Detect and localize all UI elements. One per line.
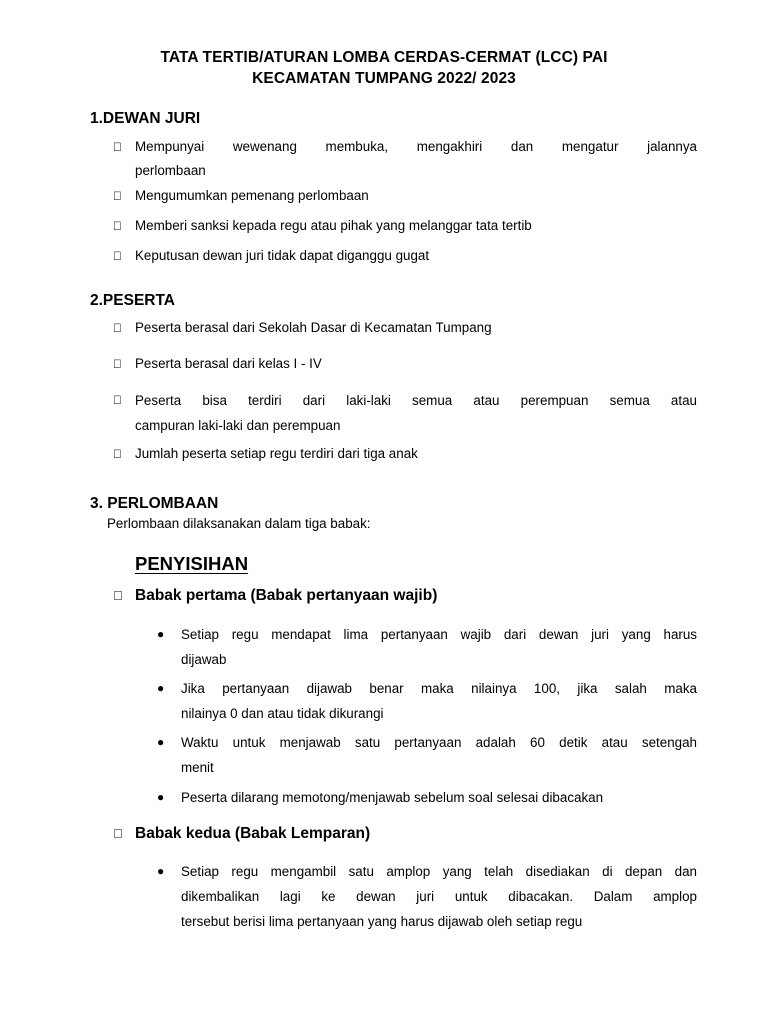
list-item-text: Mempunyai wewenang membuka, mengakhiri dan mengatur jalannya <box>135 139 697 154</box>
square-bullet-icon <box>113 588 123 603</box>
list-item-text: menit <box>181 760 214 775</box>
list-item-text: Peserta bisa terdiri dari laki-laki semua atau perempuan semua atau <box>135 393 697 408</box>
document-title-line-2: KECAMATAN TUMPANG 2022/ 2023 <box>252 70 516 87</box>
list-item-text: Peserta berasal dari kelas I - IV <box>135 356 322 371</box>
square-bullet-icon <box>113 442 122 466</box>
bullet-dot-icon: ● <box>157 790 165 804</box>
list-item <box>113 244 697 268</box>
section-heading-peserta: 2.PESERTA <box>90 292 175 309</box>
list-item-text: nilainya 0 dan atau tidak dikurangi <box>181 706 384 721</box>
document-title-line-1: TATA TERTIB/ATURAN LOMBA CERDAS-CERMAT (LCC) PAI <box>160 49 608 66</box>
babak-kedua-heading <box>113 825 370 843</box>
babak-kedua-title: Babak kedua (Babak Lemparan) <box>135 825 371 842</box>
babak-pertama-heading <box>113 587 437 605</box>
list-item <box>113 214 697 238</box>
list-item-text: Jumlah peserta setiap regu terdiri dari tiga anak <box>135 446 418 461</box>
list-item-text: Setiap regu mendapat lima pertanyaan wajib dari dewan juri yang harus <box>181 627 697 642</box>
section-heading-perlombaan: 3. PERLOMBAAN <box>90 495 219 512</box>
list-item <box>113 184 697 208</box>
list-item <box>113 442 697 466</box>
list-item-text: dijawab <box>181 652 227 667</box>
list-item <box>113 352 697 376</box>
list-item-text: Peserta berasal dari Sekolah Dasar di Kecamatan Tumpang <box>135 320 492 335</box>
bullet-dot-icon: ● <box>157 627 165 641</box>
list-item <box>157 859 697 934</box>
square-bullet-icon <box>113 184 122 208</box>
list-item-text: Waktu untuk menjawab satu pertanyaan adalah 60 detik atau setengah <box>181 735 697 750</box>
square-bullet-icon <box>113 388 122 413</box>
list-item-text: dikembalikan lagi ke dewan juri untuk dibacakan. Dalam amplop <box>181 889 697 904</box>
penyisihan-heading: PENYISIHAN <box>135 553 249 574</box>
list-item <box>113 316 697 340</box>
section-heading-dewan-juri: 1.DEWAN JURI <box>90 110 201 127</box>
square-bullet-icon <box>113 316 122 340</box>
perlombaan-intro-text: Perlombaan dilaksanakan dalam tiga babak: <box>107 516 371 531</box>
list-item <box>157 676 697 726</box>
list-item-text: Memberi sanksi kepada regu atau pihak yang melanggar tata tertib <box>135 218 532 233</box>
list-item <box>157 622 697 672</box>
list-item-text: tersebut berisi lima pertanyaan yang harus dijawab oleh setiap regu <box>181 914 583 929</box>
bullet-dot-icon: ● <box>157 735 165 749</box>
list-item <box>113 135 697 183</box>
square-bullet-icon <box>113 352 122 376</box>
list-item <box>113 388 697 438</box>
square-bullet-icon <box>113 244 122 268</box>
list-item-text: perlombaan <box>135 163 206 178</box>
list-item <box>157 785 697 810</box>
list-item-text: Jika pertanyaan dijawab benar maka nilainya 100, jika salah maka <box>181 681 697 696</box>
bullet-dot-icon: ● <box>157 864 165 878</box>
bullet-dot-icon: ● <box>157 681 165 695</box>
list-item-text: Mengumumkan pemenang perlombaan <box>135 188 369 203</box>
list-item-text: Keputusan dewan juri tidak dapat diganggu gugat <box>135 248 430 263</box>
babak-pertama-title: Babak pertama (Babak pertanyaan wajib) <box>135 587 438 604</box>
list-item <box>157 730 697 780</box>
list-item-text: campuran laki-laki dan perempuan <box>135 418 341 433</box>
square-bullet-icon <box>113 214 122 238</box>
list-item-text: Peserta dilarang memotong/menjawab sebelum soal selesai dibacakan <box>181 790 604 805</box>
list-item-text: Setiap regu mengambil satu amplop yang telah disediakan di depan dan <box>181 864 697 879</box>
square-bullet-icon <box>113 135 122 159</box>
square-bullet-icon <box>113 826 123 841</box>
